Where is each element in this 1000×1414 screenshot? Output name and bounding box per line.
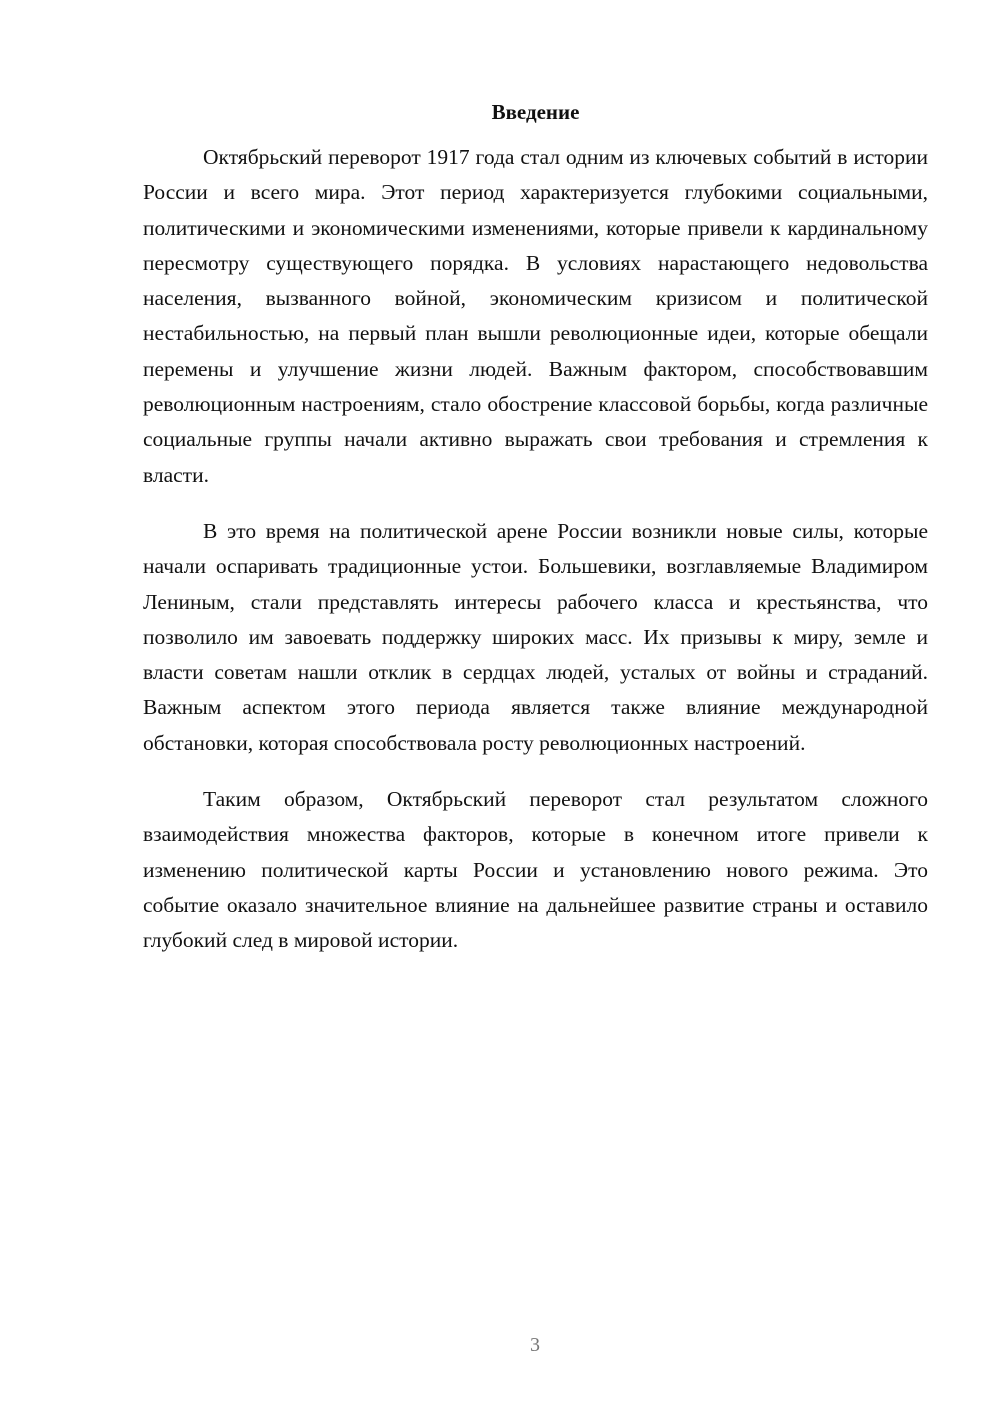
body-text xyxy=(143,140,928,980)
paragraph-3: Таким образом, Октябрьский переворот стал результатом сложного взаимодействия множества факторов, которые в конечном итоге привели к изменению политической карты России и установлению нового режима. Это событие оказало значительное влияние на дальнейшее развитие страны и оставило глубокий след в мировой истории. xyxy=(143,787,928,953)
page-number: 3 xyxy=(530,1334,540,1356)
paragraph-2: В это время на политической арене России возникли новые силы, которые начали оспаривать традиционные устои. Большевики, возглавляемые Владимиром Лениным, стали представлять интересы рабочего класса и крестьянства, что позволило им завоевать поддержку широких масс. Их призывы к миру, земле и власти советам нашли отклик в сердцах людей, усталых от войны и страданий. Важным аспектом этого периода является также влияние международной обстановки, которая способствовала росту революционных настроений. xyxy=(143,518,928,755)
section-heading: Введение xyxy=(491,100,580,124)
paragraph-1: Октябрьский переворот 1917 года стал одним из ключевых событий в истории России и всего мира. Этот период характеризуется глубокими социальными, политическими и экономическими изменениями, которые привели к кардинальному пересмотру существующего порядка. В условиях нарастающего недовольства населения, вызванного войной, экономическим кризисом и политической нестабильностью, на первый план вышли революционные идеи, которые обещали перемены и улучшение жизни людей. Важным фактором, способствовавшим революционным настроениям, стало обострение классовой борьбы, когда различные социальные группы начали активно выражать свои требования и стремления к власти. xyxy=(143,145,928,487)
